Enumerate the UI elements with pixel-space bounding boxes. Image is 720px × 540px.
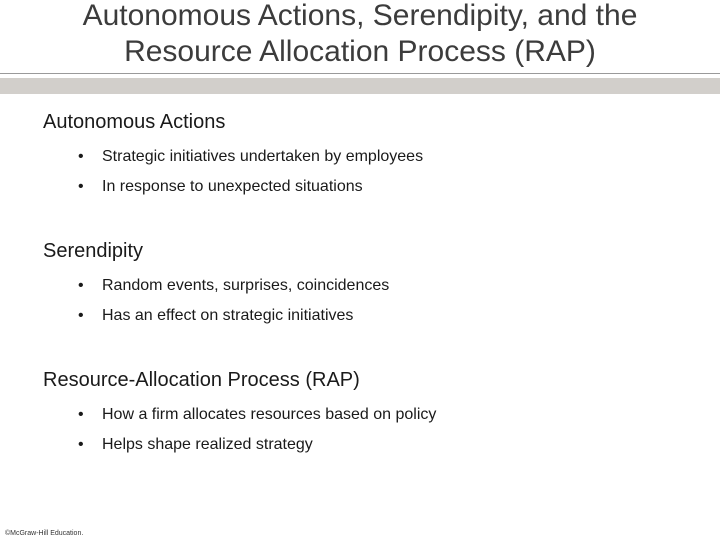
bullet-list [43, 271, 703, 331]
title-divider-band [0, 78, 720, 94]
section-heading: Resource-Allocation Process (RAP) [43, 369, 360, 391]
list-item [78, 142, 703, 172]
section-heading: Serendipity [43, 240, 144, 262]
list-item [78, 430, 703, 460]
bullet-text: Has an effect on strategic initiatives [102, 307, 354, 324]
bullet-icon: • [78, 148, 84, 165]
list-item [78, 271, 703, 301]
slide-title [0, 0, 720, 70]
section-autonomous-actions [43, 108, 703, 202]
bullet-text: In response to unexpected situations [102, 178, 363, 195]
section-serendipity [43, 237, 703, 331]
bullet-text: Random events, surprises, coincidences [102, 277, 390, 294]
bullet-text: Helps shape realized strategy [102, 436, 313, 453]
bullet-icon: • [78, 277, 84, 294]
bullet-list [43, 142, 703, 202]
list-item [78, 172, 703, 202]
bullet-icon: • [78, 436, 84, 453]
bullet-icon: • [78, 178, 84, 195]
bullet-text: Strategic initiatives undertaken by employees [102, 148, 424, 165]
copyright-notice: ©McGraw-Hill Education. [5, 530, 84, 537]
slide-title-line-1: Autonomous Actions, Serendipity, and the [82, 0, 638, 32]
bullet-icon: • [78, 406, 84, 423]
list-item [78, 400, 703, 430]
section-resource-allocation-process [43, 366, 703, 460]
title-divider-thin [0, 73, 720, 74]
list-item [78, 301, 703, 331]
slide-title-line-2: Resource Allocation Process (RAP) [124, 35, 596, 68]
bullet-list [43, 400, 703, 460]
section-heading: Autonomous Actions [43, 111, 226, 133]
slide-content [43, 108, 703, 460]
bullet-icon: • [78, 307, 84, 324]
bullet-text: How a firm allocates resources based on policy [102, 406, 437, 423]
